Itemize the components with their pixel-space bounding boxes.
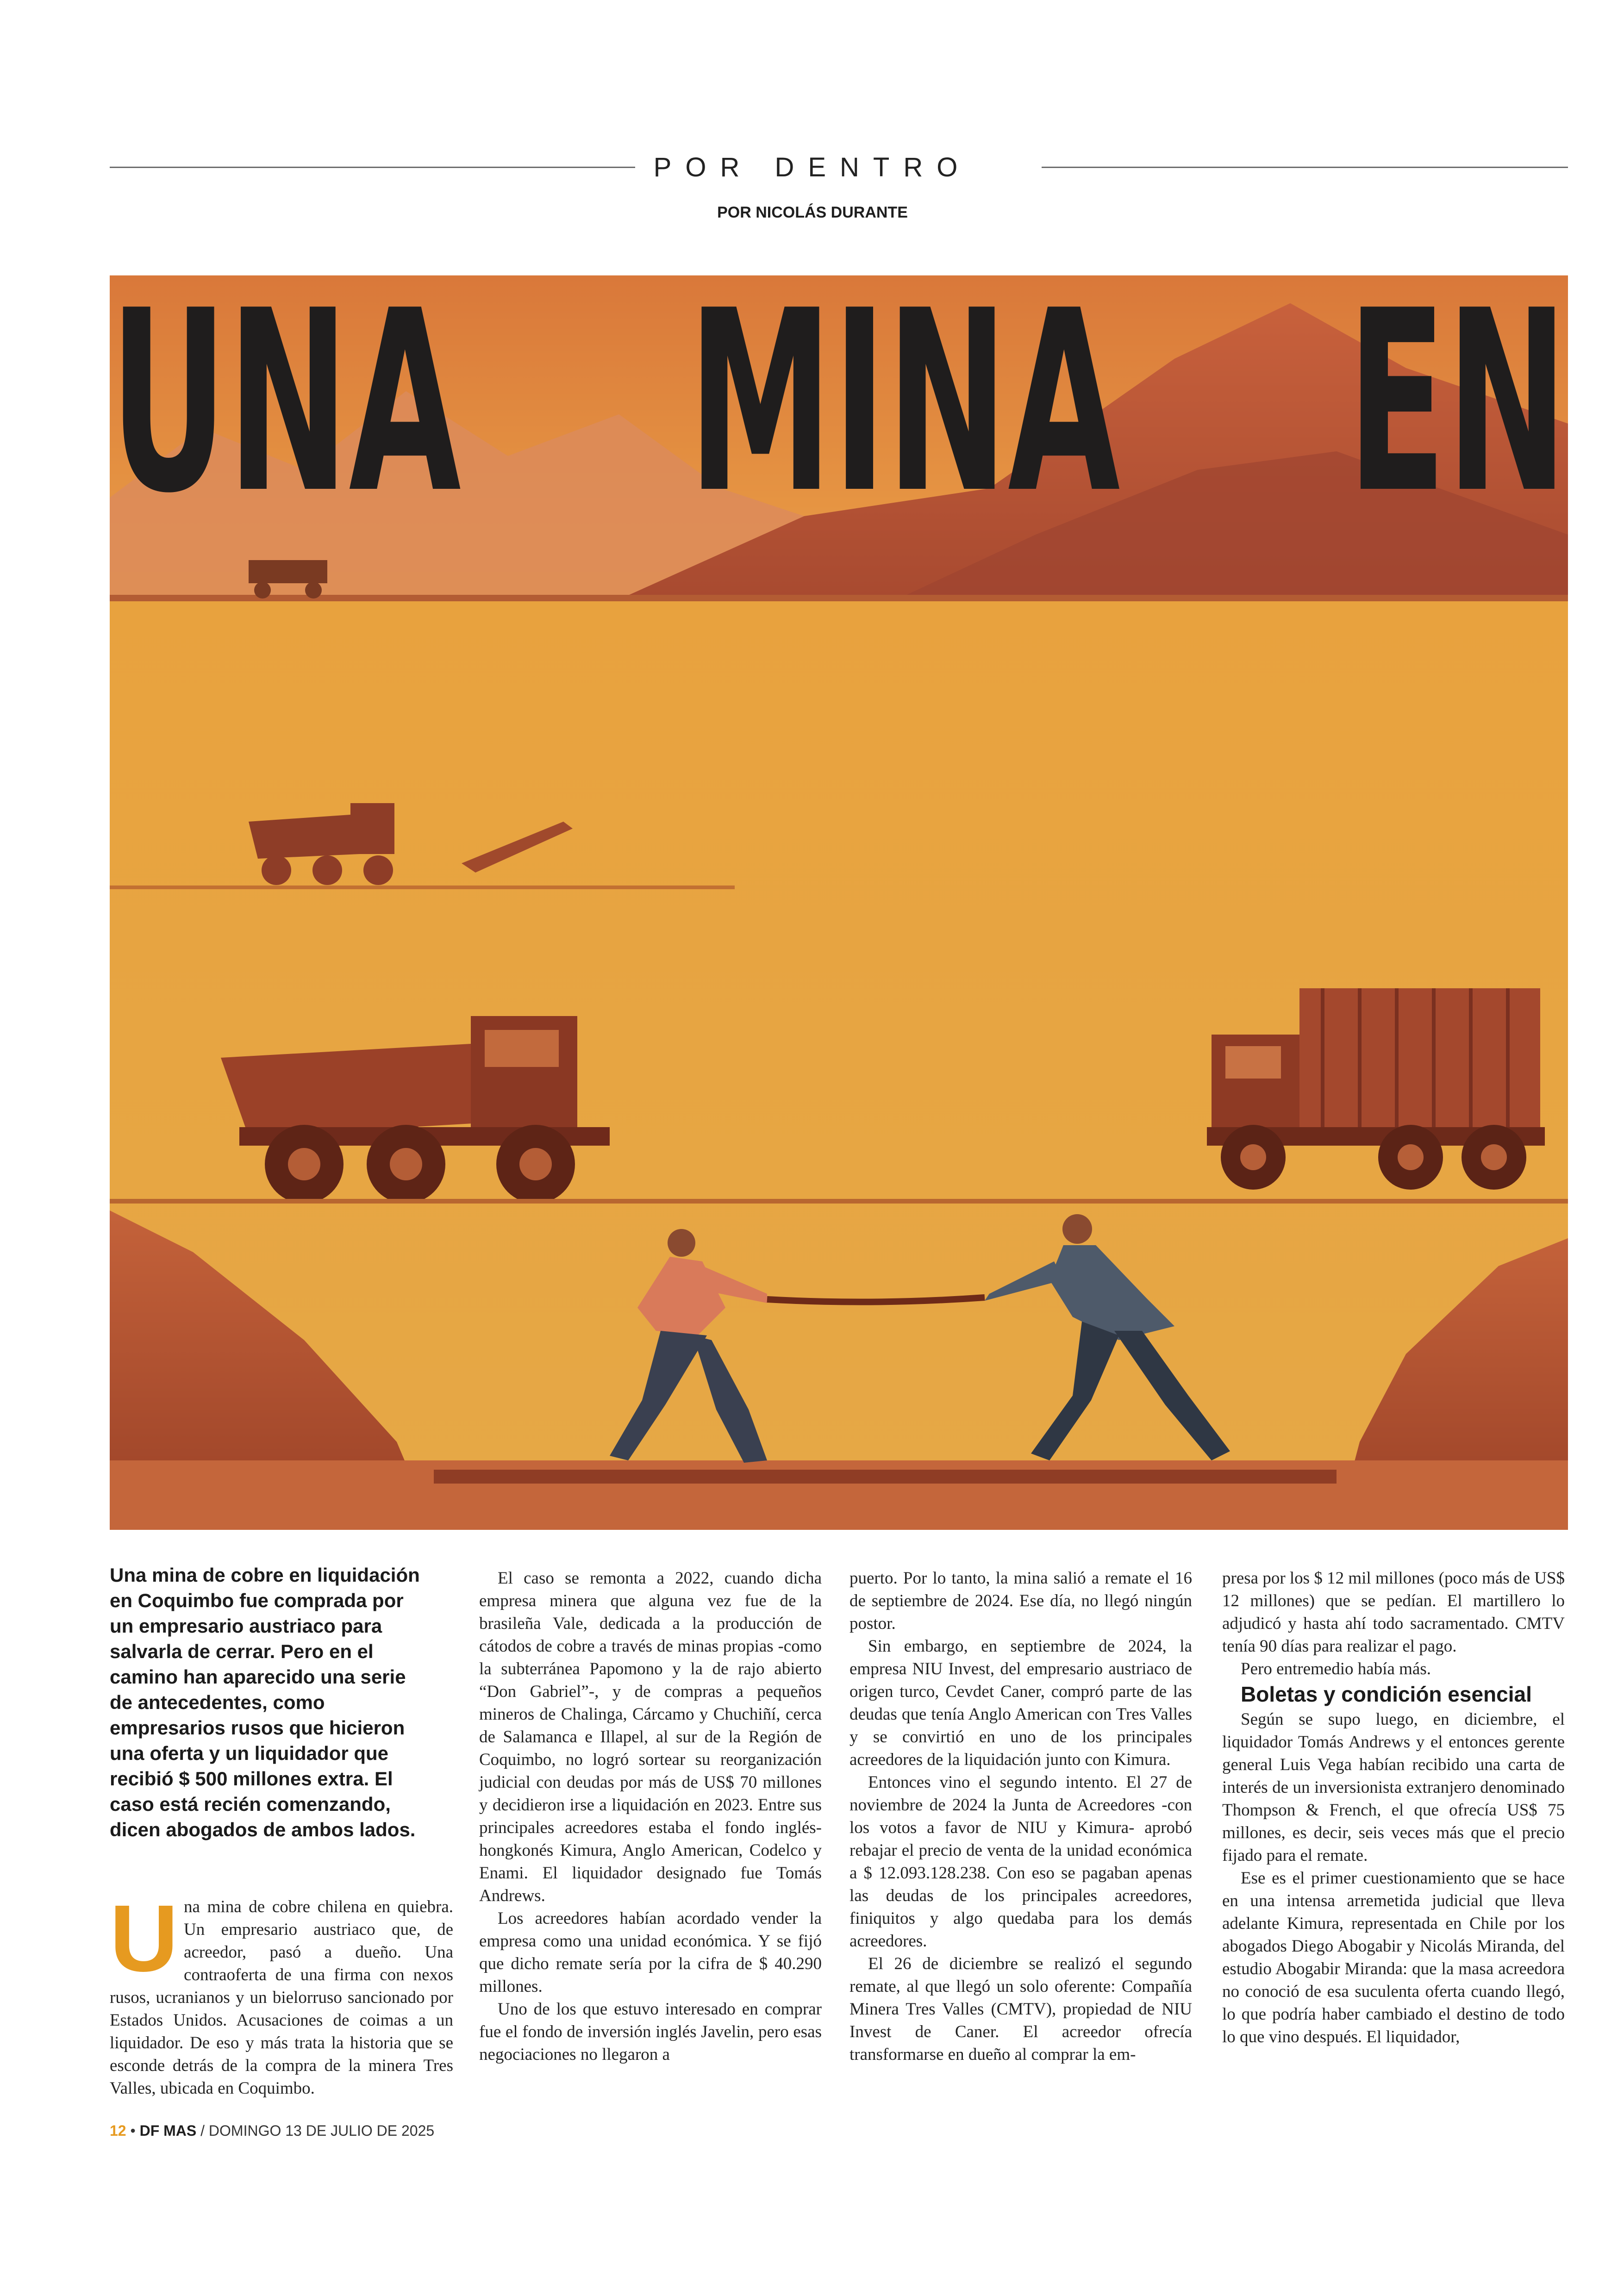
headline-word-1: UNA	[110, 257, 461, 548]
subhead: Boletas y condición esencial	[1241, 1682, 1532, 1706]
paragraph: Sin embargo, en septiembre de 2024, la empresa NIU Invest, del empresario austriaco de origen turco, Cevdet Caner, compró parte de las deudas que tenía Anglo American con Tres Valles y se convirtió en uno de los principales acreedores de la liquidación junto con Kimura.	[849, 1637, 1192, 1769]
paragraph: Ese es el primer cuestionamiento que se hace en una intensa arremetida judicial que lleva adelante Kimura, representada en Chile por los abogados Diego Abogabir y Nicolás Miranda, del estudio Abogabir Miranda: que la masa acreedora no conoció de esa suculenta oferta cuando llegó, lo que podría haber cambiado el destino de todo lo que vino después. El liquidador,	[1222, 1869, 1565, 2046]
paragraph: Pero entremedio había más.	[1241, 1659, 1431, 1678]
page-footer	[110, 2122, 434, 2139]
column-3	[849, 1567, 1192, 2066]
paragraph: Uno de los que estuvo interesado en comprar fue el fondo de inversión inglés Javelin, pero esas negociaciones no llegaron a	[479, 2000, 822, 2064]
byline: POR NICOLÁS DURANTE	[717, 204, 908, 221]
paragraph: puerto. Por lo tanto, la mina salió a remate el 16 de septiembre de 2024. Ese día, no llegó ningún postor.	[849, 1569, 1192, 1633]
paragraph: Según se supo luego, en diciembre, el liquidador Tomás Andrews y el entonces gerente general Luis Vega habían recibido una carta de interés de un inversionista extranjero denominado Thompson & French, el que ofrecía US$ 75 millones, es decir, seis veces más que el precio fijado para el remate.	[1222, 1710, 1565, 1865]
paragraph: presa por los $ 12 mil millones (poco más de US$ 12 millones) que se pedían. El martillero lo adjudicó y hasta ahí todo sacramentado. CMTV tenía 90 días para realizar el pago.	[1222, 1569, 1565, 1656]
horizon-line	[110, 595, 1568, 601]
column-4	[1222, 1567, 1565, 2048]
header-rule-left	[110, 167, 635, 168]
track-line-mid	[110, 886, 735, 889]
paragraph: Los acreedores habían acordado vender la empresa como una unidad económica. Y se fijó que dicho remate sería por la cifra de $ 40.290 millones.	[479, 1909, 822, 1996]
dropcap: U	[110, 1885, 179, 1991]
headline-word-3: EN	[1347, 257, 1568, 548]
headline-word-2: MINA	[688, 257, 1120, 548]
footer-bullet: •	[130, 2122, 140, 2139]
header-rule-right	[1042, 167, 1568, 168]
track-line-low	[110, 1199, 1568, 1204]
footer-separator: /	[200, 2122, 209, 2139]
lede: Una mina de cobre en liquidación en Coquimbo fue comprada por un empresario austriaco para salvarla de cerrar. Pero en el camino han aparecido una serie de antecedentes, como empresarios rusos que hicieron una oferta y un liquidador que recibió $ 500 millones extra. El caso está recién comenzando, dicen abogados de ambos lados.	[110, 1564, 420, 1840]
headline	[110, 257, 1568, 548]
intro-paragraph	[110, 1885, 453, 2100]
paragraph: El 26 de diciembre se realizó el segundo remate, al que llegó un solo oferente: Compañía Minera Tres Valles (CMTV), propiedad de NIU Invest de Caner. El acreedor ofrecía transformarse en dueño al comprar la em-	[849, 1954, 1192, 2064]
paragraph: El caso se remonta a 2022, cuando dicha empresa minera que alguna vez fue de la brasileña Vale, dedicada a la producción de cátodos de cobre a través de minas propias -como la subterránea Papomono y la de rajo abierto “Don Gabriel”-, y de compras a pequeños mineros de Chalinga, Cárcamo y Chuchiñí, cerca de Salamanca e Illapel, al sur de la Región de Coquimbo, no logró sortear su reorganización judicial con deudas por más de US$ 70 millones y decidieron irse a liquidación en 2023. Entre sus principales acreedores estaba el fondo inglés-hongkonés Kimura, Anglo American, Codelco y Enami. El liquidador designado fue Tomás Andrews.	[479, 1569, 822, 1905]
pit-shadow	[434, 1470, 1337, 1484]
publication-date: DOMINGO 13 DE JULIO DE 2025	[208, 2122, 435, 2139]
publication-name: DF MAS	[139, 2122, 197, 2139]
page-number: 12	[110, 2122, 126, 2139]
column-2	[479, 1567, 822, 2066]
intro-text: na mina de cobre chilena en quiebra. Un empresario austriaco que, de acreedor, pasó a dueño. Una contraoferta de una firma con nexos rusos, ucranianos y un bielorruso sancionado por Estados Unidos. Acusaciones de coimas a un liquidador. De eso y más trata la historia que se esconde detrás de la compra de la minera Tres Valles, ubicada en Coquimbo.	[110, 1897, 453, 2098]
section-label: POR DENTRO	[653, 152, 972, 182]
paragraph: Entonces vino el segundo intento. El 27 de noviembre de 2024 la Junta de Acreedores -con los votos a favor de NIU y Kimura- aprobó rebajar el precio de venta de la unidad económica a $ 12.093.128.238. Con eso se pagaban apenas las deudas de los principales acreedores, finiquitos y algo quedaba para los demás acreedores.	[849, 1773, 1192, 1951]
